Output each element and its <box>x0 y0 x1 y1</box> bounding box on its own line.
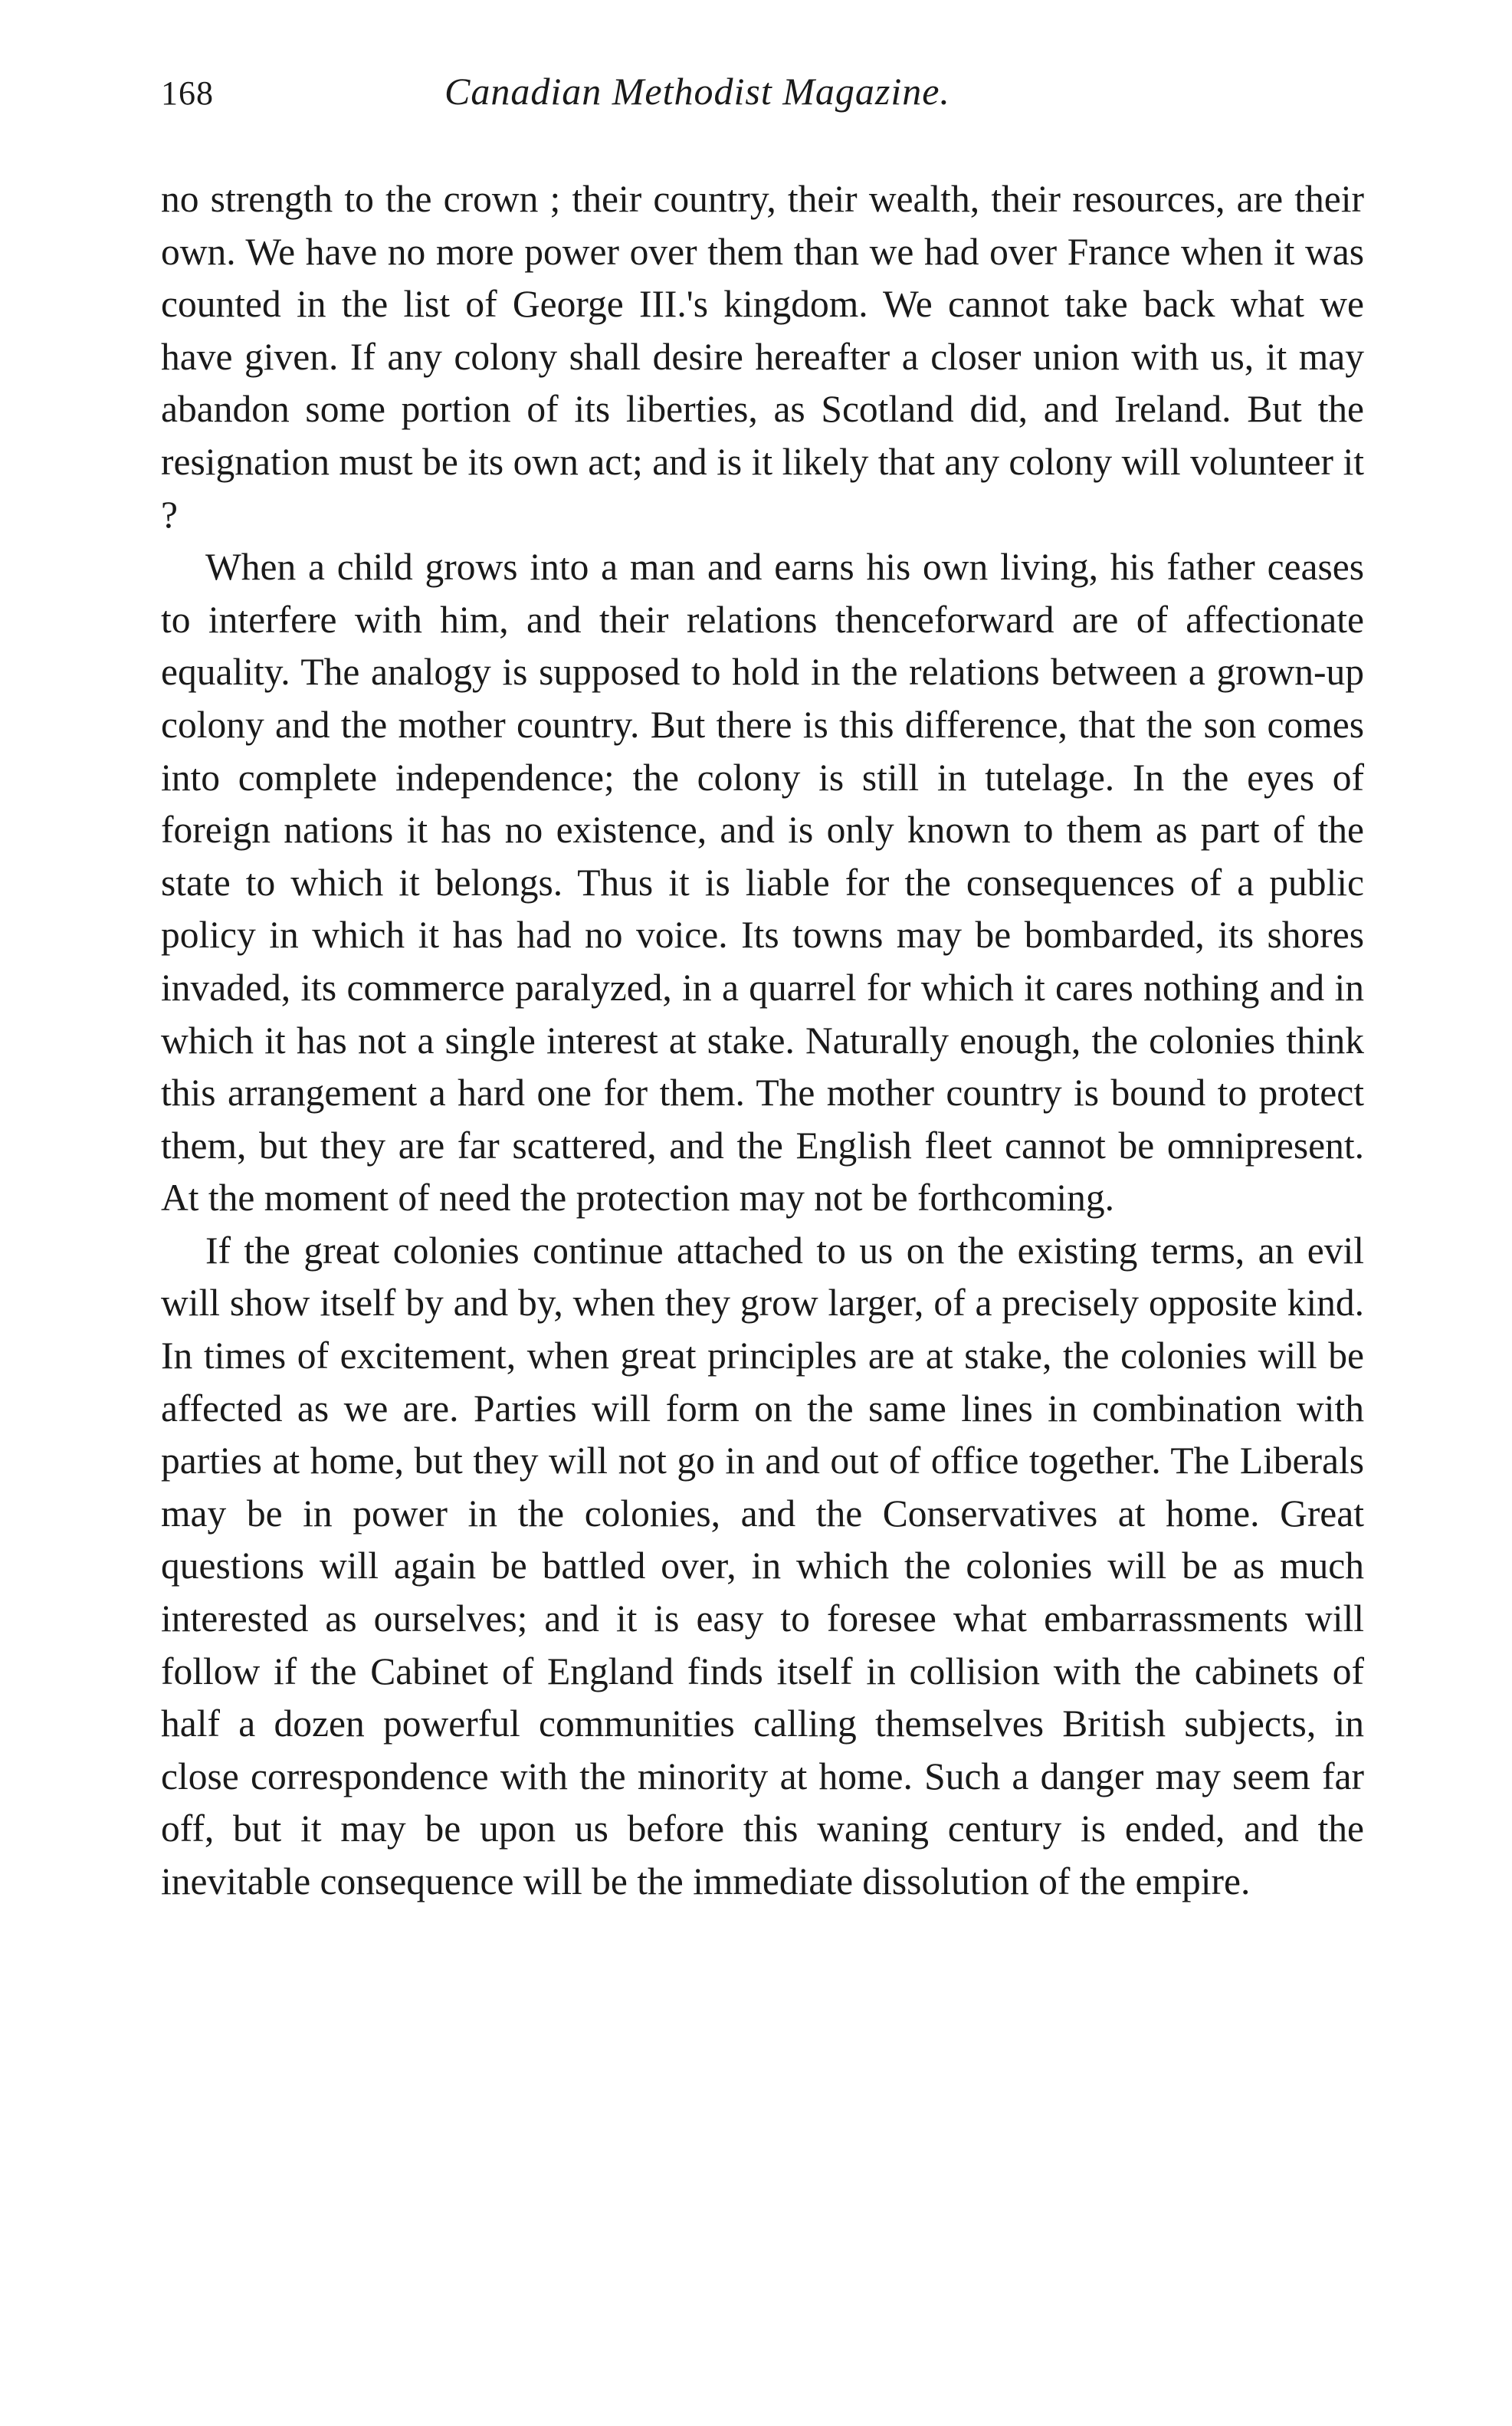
page-header <box>161 69 1364 130</box>
paragraph: no strength to the crown ; their country, their wealth, their resources, are their own. We have no more power over them than we had over France when it was counted in the list of George III.'s kingdom. We cannot take back what we have given. If any colony shall desire hereafter a closer union with us, it may abandon some portion of its liberties, as Scotland did, and Ireland. But the resignation must be its own act; and is it likely that any colony will volunteer it ? <box>161 178 1364 536</box>
paragraph: If the great colonies continue attached to us on the existing terms, an evil will show itself by and by, when they grow larger, of a precisely opposite kind. In times of excitement, when great principles are at stake, the colonies will be affected as we are. Parties will form on the same lines in combination with parties at home, but they will not go in and out of office together. The Liberals may be in power in the colonies, and the Conservatives at home. Great questions will again be battled over, in which the colonies will be as much interested as ourselves; and it is easy to foresee what embarrassments will follow if the Cabinet of England finds itself in collision with the cabinets of half a dozen powerful communities calling themselves British subjects, in close correspondence with the minority at home. Such a danger may seem far off, but it may be upon us before this waning century is ended, and the inevitable consequence will be the immediate dissolution of the empire. <box>161 1229 1364 1902</box>
body-text <box>161 173 1364 1909</box>
running-head: Canadian Methodist Magazine. <box>444 70 950 113</box>
book-page <box>161 69 1364 1909</box>
page-number: 168 <box>161 74 214 112</box>
paragraph: When a child grows into a man and earns his own living, his father ceases to interfere with him, and their relations thenceforward are of affectionate equality. The analogy is supposed to hold in the relations between a grown-up colony and the mother country. But there is this difference, that the son comes into complete independence; the colony is still in tutelage. In the eyes of foreign nations it has no existence, and is only known to them as part of the state to which it belongs. Thus it is liable for the consequences of a public policy in which it has had no voice. Its towns may be bombarded, its shores invaded, its commerce paralyzed, in a quarrel for which it cares nothing and in which it has not a single interest at stake. Naturally enough, the colonies think this arrangement a hard one for them. The mother country is bound to protect them, but they are far scattered, and the English fleet cannot be omnipresent. At the moment of need the protection may not be forthcoming. <box>161 546 1364 1220</box>
